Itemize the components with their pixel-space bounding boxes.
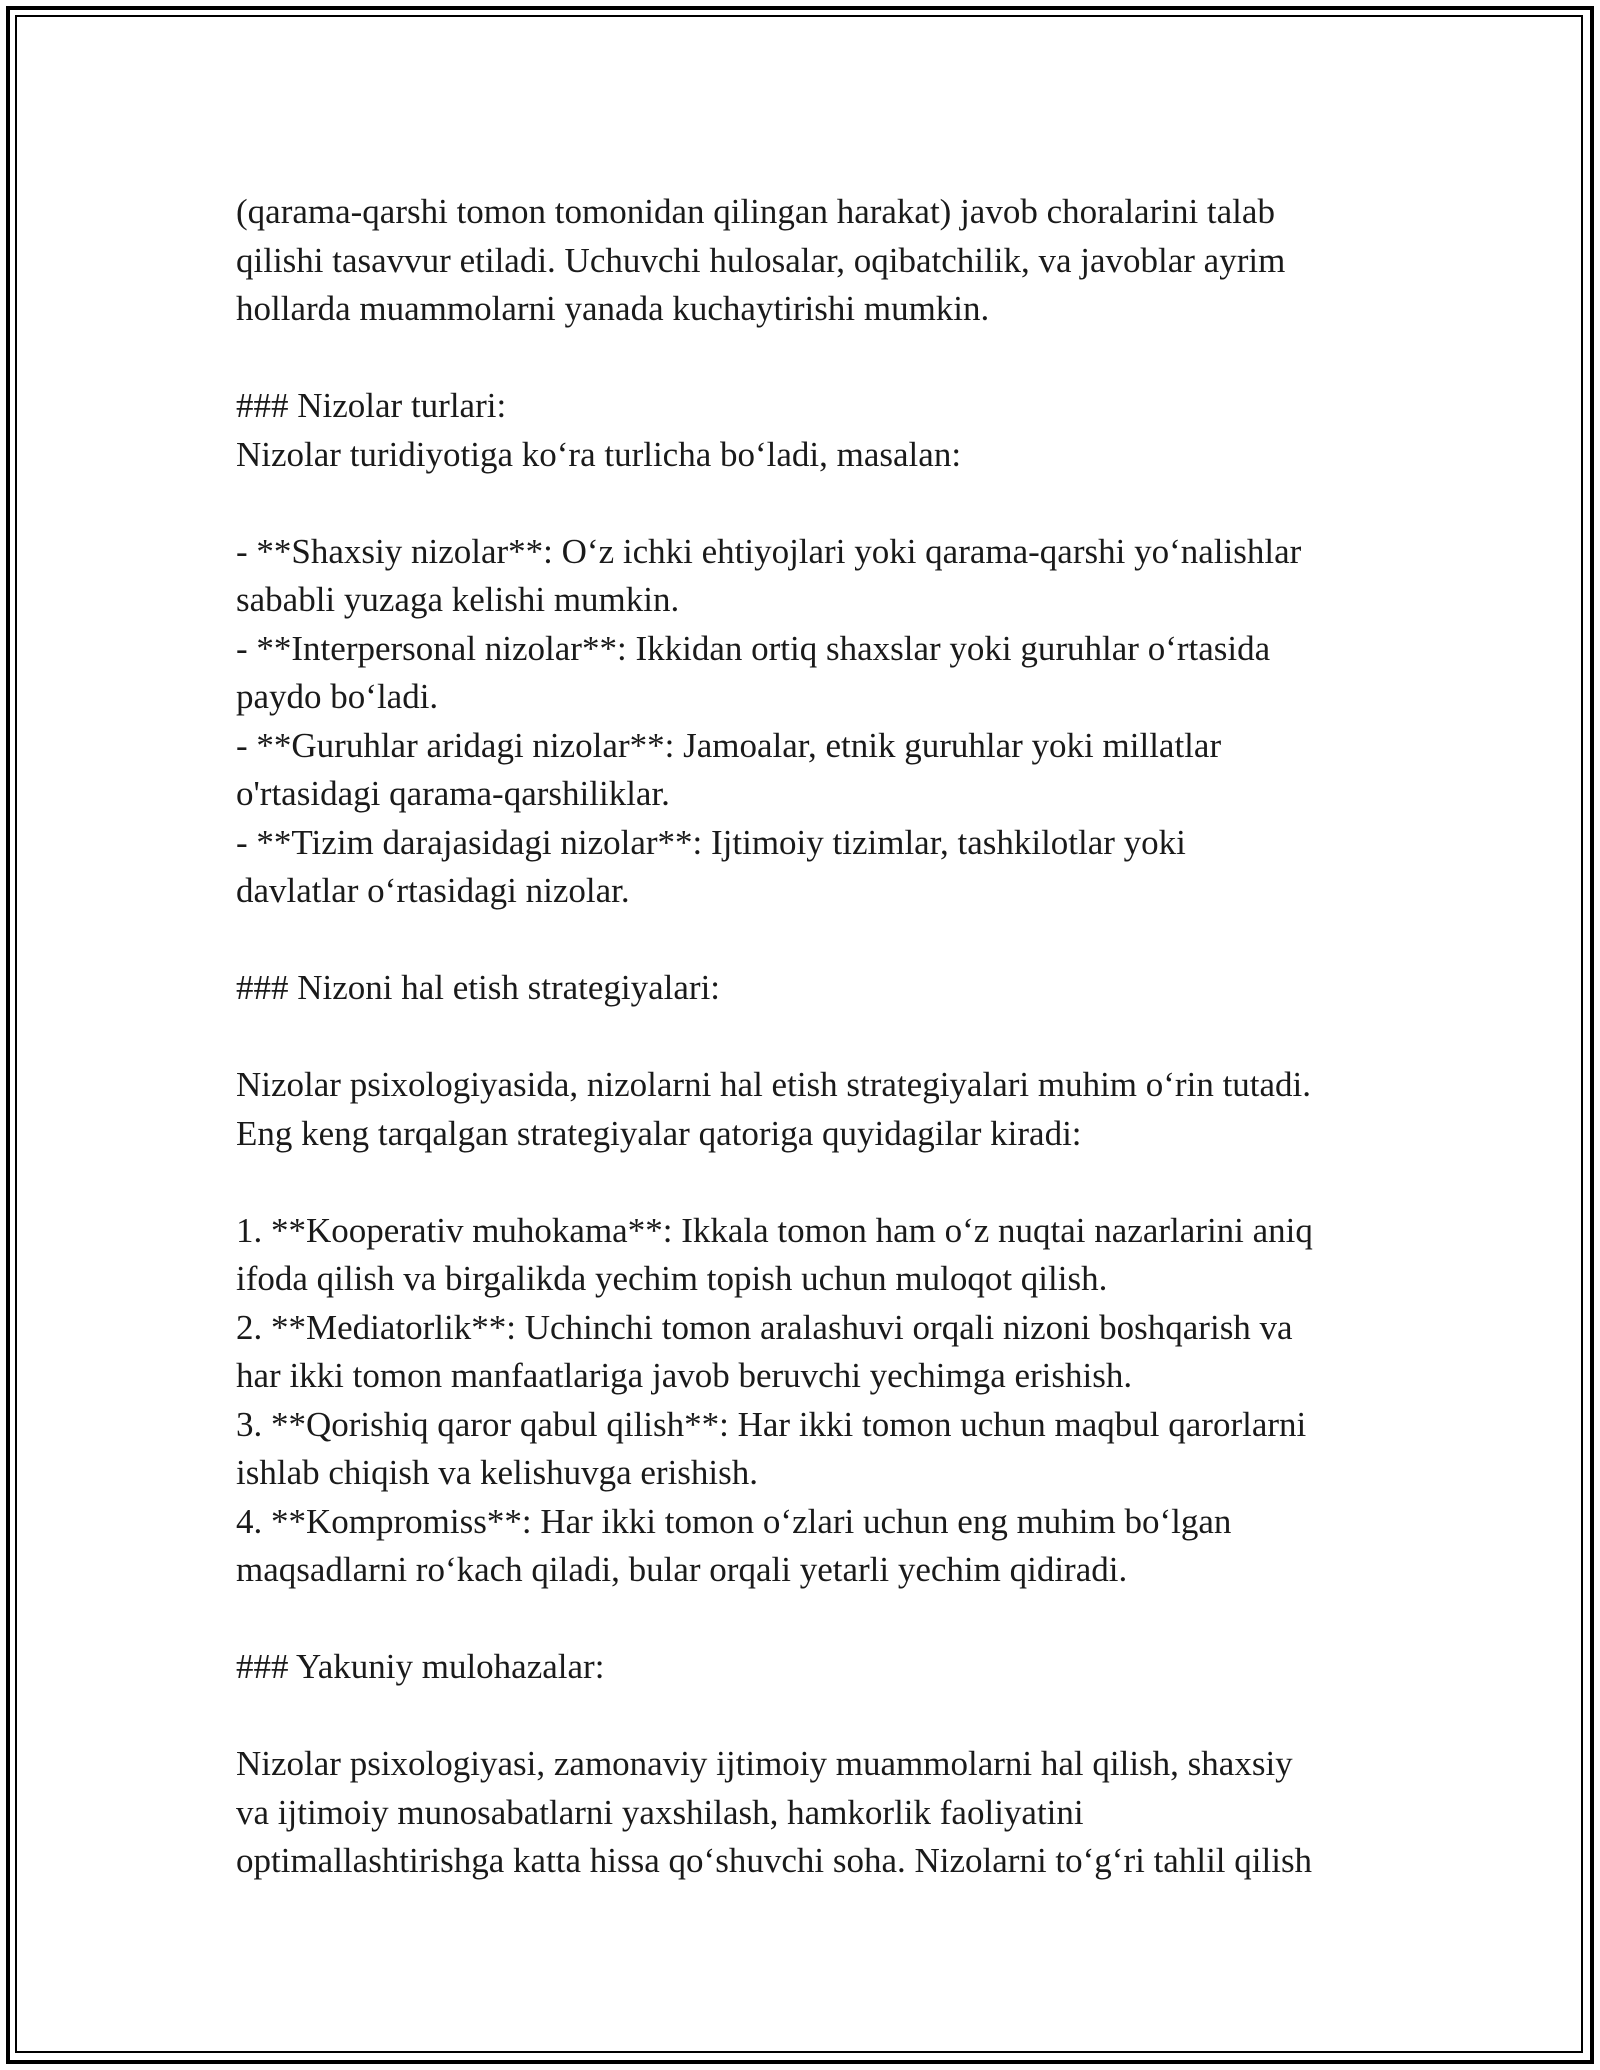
- paragraph-spacer: [236, 1595, 1396, 1644]
- list-item-line: - **Tizim darajasidagi nizolar**: Ijtimoiy tizimlar, tashkilotlar yoki: [236, 822, 1186, 862]
- list-item-line: - **Interpersonal nizolar**: Ikkidan ortiq shaxslar yoki guruhlar o‘rtasida: [236, 628, 1271, 668]
- section-heading-conclusion: ### Yakuniy mulohazalar:: [236, 1647, 605, 1686]
- section-heading-types: ### Nizolar turlari:: [236, 386, 507, 425]
- numbered-item-line: ifoda qilish va birgalikda yechim topish uchun muloqot qilish.: [236, 1259, 1108, 1298]
- numbered-item-line: har ikki tomon manfaatlariga javob beruvchi yechimga erishish.: [236, 1356, 1133, 1395]
- numbered-item: [236, 1207, 1396, 1304]
- section-intro-strategies: Eng keng tarqalgan strategiyalar qatoriga quyidagilar kiradi:: [236, 1113, 1082, 1153]
- list-item-line: o'rtasidagi qarama-qarshiliklar.: [236, 774, 670, 813]
- paragraph-spacer: [236, 334, 1396, 383]
- numbered-item-line: 1. **Kooperativ muhokama**: Ikkala tomon ham o‘z nuqtai nazarlarini aniq: [236, 1210, 1313, 1250]
- section-intro-strategies: Nizolar psixologiyasida, nizolarni hal etish strategiyalari muhim o‘rin tutadi.: [236, 1065, 1312, 1104]
- document-body: [236, 188, 1396, 1886]
- list-item-line: - **Shaxsiy nizolar**: O‘z ichki ehtiyojlari yoki qarama-qarshi yo‘nalishlar: [236, 531, 1302, 571]
- paragraph-spacer: [236, 1158, 1396, 1207]
- list-item: [236, 625, 1396, 722]
- paragraph-spacer: [236, 1013, 1396, 1062]
- list-item: [236, 528, 1396, 625]
- paragraph-spacer: [236, 479, 1396, 528]
- section-heading-strategies: ### Nizoni hal etish strategiyalari:: [236, 968, 721, 1007]
- numbered-item: [236, 1498, 1396, 1595]
- intro-line: hollarda muammolarni yanada kuchaytirishi mumkin.: [236, 289, 990, 328]
- numbered-item-line: maqsadlarni ro‘kach qiladi, bular orqali yetarli yechim qidiradi.: [236, 1550, 1128, 1589]
- list-item: [236, 819, 1396, 916]
- list-item-line: sababli yuzaga kelishi mumkin.: [236, 580, 680, 619]
- conclusion-line: Nizolar psixologiyasi, zamonaviy ijtimoiy muammolarni hal qilish, shaxsiy: [236, 1744, 1293, 1783]
- intro-line: qilishi tasavvur etiladi. Uchuvchi hulosalar, oqibatchilik, va javoblar ayrim: [236, 240, 1286, 280]
- list-item: [236, 722, 1396, 819]
- numbered-item: [236, 1304, 1396, 1401]
- intro-line: (qarama-qarshi tomon tomonidan qilingan harakat) javob choralarini talab: [236, 192, 1275, 231]
- paragraph-spacer: [236, 1692, 1396, 1741]
- numbered-item: [236, 1401, 1396, 1498]
- numbered-item-line: ishlab chiqish va kelishuvga erishish.: [236, 1453, 759, 1492]
- section-intro-types: Nizolar turidiyotiga ko‘ra turlicha bo‘ladi, masalan:: [236, 434, 962, 474]
- numbered-item-line: 2. **Mediatorlik**: Uchinchi tomon aralashuvi orqali nizoni boshqarish va: [236, 1307, 1293, 1347]
- conclusion-line: optimallashtirishga katta hissa qo‘shuvchi soha. Nizolarni to‘g‘ri tahlil qilish: [236, 1841, 1313, 1880]
- list-item-line: - **Guruhlar aridagi nizolar**: Jamoalar, etnik guruhlar yoki millatlar: [236, 725, 1222, 765]
- conclusion-line: va ijtimoiy munosabatlarni yaxshilash, hamkorlik faoliyatini: [236, 1792, 1084, 1832]
- list-item-line: paydo bo‘ladi.: [236, 677, 439, 716]
- paragraph-spacer: [236, 916, 1396, 965]
- numbered-item-line: 3. **Qorishiq qaror qabul qilish**: Har ikki tomon uchun maqbul qarorlarni: [236, 1404, 1307, 1444]
- list-item-line: davlatlar o‘rtasidagi nizolar.: [236, 871, 630, 910]
- numbered-item-line: 4. **Kompromiss**: Har ikki tomon o‘zlari uchun eng muhim bo‘lgan: [236, 1501, 1232, 1541]
